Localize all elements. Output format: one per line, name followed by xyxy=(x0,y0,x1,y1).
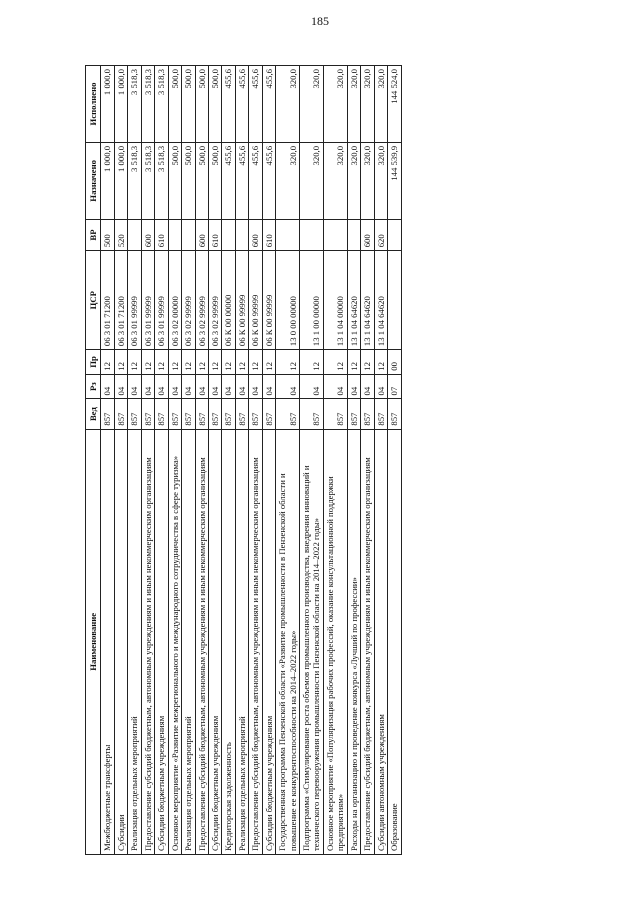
cell-ved: 857 xyxy=(323,399,347,429)
cell-assigned: 1 000,0 xyxy=(114,142,127,219)
cell-executed: 455,6 xyxy=(262,66,275,143)
table-row xyxy=(300,66,324,855)
cell-rz: 04 xyxy=(323,374,347,399)
cell-rz: 04 xyxy=(235,374,248,399)
cell-vr: 620 xyxy=(374,219,387,251)
cell-pr: 12 xyxy=(114,350,127,375)
header-executed: Исполнено xyxy=(86,66,101,143)
cell-name: Реализация отдельных мероприятий xyxy=(182,429,195,854)
cell-pr: 12 xyxy=(155,350,168,375)
cell-vr xyxy=(235,219,248,251)
cell-csr: 06 3 01 71200 xyxy=(114,251,127,350)
table-row xyxy=(323,66,347,855)
cell-pr: 12 xyxy=(262,350,275,375)
cell-name: Основное мероприятие «Популяризация рабочих профессий, оказание консультационной поддержки предприятиям» xyxy=(323,429,347,854)
table-header-row xyxy=(86,66,101,855)
cell-vr xyxy=(347,219,360,251)
table-row xyxy=(235,66,248,855)
cell-csr: 13 1 04 64620 xyxy=(374,251,387,350)
cell-csr: 06 К 00 99999 xyxy=(235,251,248,350)
cell-name: Подпрограмма «Стимулирование роста объемов промышленного производства, внедрения инноваций и технического перевооружения промышленности Пензенской области на 2014–2022 годы» xyxy=(300,429,324,854)
cell-assigned: 320,0 xyxy=(347,142,360,219)
cell-vr xyxy=(168,219,181,251)
cell-executed: 320,0 xyxy=(347,66,360,143)
cell-assigned: 500,0 xyxy=(168,142,181,219)
cell-pr: 12 xyxy=(249,350,262,375)
table-row xyxy=(114,66,127,855)
cell-name: Предоставление субсидий бюджетным, автономным учреждениям и иным некоммерческим организациям xyxy=(361,429,374,854)
cell-assigned: 455,6 xyxy=(262,142,275,219)
header-ved: Вед xyxy=(86,399,101,429)
cell-ved: 857 xyxy=(182,399,195,429)
cell-csr: 06 3 01 99999 xyxy=(141,251,154,350)
cell-assigned: 320,0 xyxy=(300,142,324,219)
cell-ved: 857 xyxy=(195,399,208,429)
cell-executed: 455,6 xyxy=(235,66,248,143)
cell-vr: 600 xyxy=(141,219,154,251)
table-row xyxy=(262,66,275,855)
cell-pr: 00 xyxy=(388,350,401,375)
cell-vr xyxy=(276,219,300,251)
cell-ved: 857 xyxy=(235,399,248,429)
cell-name: Государственная программа Пензенской области «Развитие промышленности в Пензенской области и повышение ее конкурентоспособности на 2014–2022 годы» xyxy=(276,429,300,854)
cell-csr: 06 3 02 99999 xyxy=(182,251,195,350)
cell-csr: 06 К 00 00000 xyxy=(222,251,235,350)
cell-vr: 600 xyxy=(249,219,262,251)
cell-name: Основное мероприятие «Развитие межрегионального и международного сотрудничества в сфере туризма» xyxy=(168,429,181,854)
cell-rz: 07 xyxy=(388,374,401,399)
cell-rz: 04 xyxy=(300,374,324,399)
cell-executed: 320,0 xyxy=(374,66,387,143)
cell-csr: 06 3 01 71200 xyxy=(101,251,114,350)
cell-ved: 857 xyxy=(101,399,114,429)
cell-executed: 320,0 xyxy=(361,66,374,143)
cell-executed: 500,0 xyxy=(208,66,221,143)
cell-vr xyxy=(388,219,401,251)
cell-csr: 06 3 02 00000 xyxy=(168,251,181,350)
cell-csr: 13 1 04 64620 xyxy=(347,251,360,350)
cell-vr: 610 xyxy=(155,219,168,251)
cell-ved: 857 xyxy=(208,399,221,429)
cell-csr: 06 3 01 99999 xyxy=(155,251,168,350)
cell-assigned: 320,0 xyxy=(374,142,387,219)
table-row xyxy=(208,66,221,855)
cell-assigned: 1 000,0 xyxy=(101,142,114,219)
cell-ved: 857 xyxy=(276,399,300,429)
cell-vr: 610 xyxy=(262,219,275,251)
cell-executed: 320,0 xyxy=(276,66,300,143)
header-vr: ВР xyxy=(86,219,101,251)
cell-assigned: 320,0 xyxy=(361,142,374,219)
cell-ved: 857 xyxy=(262,399,275,429)
cell-executed: 500,0 xyxy=(182,66,195,143)
cell-assigned: 3 518,3 xyxy=(141,142,154,219)
cell-name: Субсидии бюджетным учреждениям xyxy=(208,429,221,854)
cell-assigned: 500,0 xyxy=(208,142,221,219)
header-name: Наименование xyxy=(86,429,101,854)
cell-executed: 455,6 xyxy=(222,66,235,143)
cell-vr: 610 xyxy=(208,219,221,251)
cell-ved: 857 xyxy=(128,399,141,429)
cell-pr: 12 xyxy=(208,350,221,375)
cell-assigned: 3 518,3 xyxy=(128,142,141,219)
cell-pr: 12 xyxy=(361,350,374,375)
budget-table xyxy=(85,65,402,855)
table-body xyxy=(101,66,401,855)
cell-ved: 857 xyxy=(155,399,168,429)
cell-name: Кредиторская задолженность xyxy=(222,429,235,854)
cell-rz: 04 xyxy=(276,374,300,399)
table-row xyxy=(168,66,181,855)
table-row xyxy=(361,66,374,855)
cell-executed: 3 518,3 xyxy=(128,66,141,143)
cell-assigned: 500,0 xyxy=(182,142,195,219)
table-row xyxy=(195,66,208,855)
cell-csr: 06 К 00 99999 xyxy=(249,251,262,350)
cell-csr: 06 3 01 99999 xyxy=(128,251,141,350)
cell-rz: 04 xyxy=(155,374,168,399)
table-row xyxy=(155,66,168,855)
cell-csr xyxy=(388,251,401,350)
table-row xyxy=(388,66,401,855)
cell-pr: 12 xyxy=(101,350,114,375)
cell-rz: 04 xyxy=(262,374,275,399)
table-row xyxy=(101,66,114,855)
cell-rz: 04 xyxy=(374,374,387,399)
table-row xyxy=(249,66,262,855)
cell-assigned: 144 539,9 xyxy=(388,142,401,219)
header-pr: Пр xyxy=(86,350,101,375)
cell-rz: 04 xyxy=(141,374,154,399)
cell-pr: 12 xyxy=(300,350,324,375)
cell-name: Образование xyxy=(388,429,401,854)
cell-name: Межбюджетные трансферты xyxy=(101,429,114,854)
cell-name: Предоставление субсидий бюджетным, автономным учреждениям и иным некоммерческим организациям xyxy=(249,429,262,854)
cell-vr: 600 xyxy=(361,219,374,251)
cell-ved: 857 xyxy=(141,399,154,429)
cell-rz: 04 xyxy=(182,374,195,399)
cell-executed: 3 518,3 xyxy=(141,66,154,143)
cell-ved: 857 xyxy=(388,399,401,429)
cell-pr: 12 xyxy=(374,350,387,375)
header-assigned: Назначено xyxy=(86,142,101,219)
cell-rz: 04 xyxy=(168,374,181,399)
cell-name: Предоставление субсидий бюджетным, автономным учреждениям и иным некоммерческим организациям xyxy=(141,429,154,854)
table-row xyxy=(141,66,154,855)
cell-pr: 12 xyxy=(182,350,195,375)
cell-assigned: 455,6 xyxy=(235,142,248,219)
cell-vr xyxy=(323,219,347,251)
cell-pr: 12 xyxy=(323,350,347,375)
cell-assigned: 3 518,3 xyxy=(155,142,168,219)
cell-rz: 04 xyxy=(128,374,141,399)
cell-csr: 06 3 02 99999 xyxy=(208,251,221,350)
table-row xyxy=(128,66,141,855)
cell-name: Предоставление субсидий бюджетным, автономным учреждениям и иным некоммерческим организациям xyxy=(195,429,208,854)
cell-pr: 12 xyxy=(141,350,154,375)
cell-rz: 04 xyxy=(222,374,235,399)
page-number: 185 xyxy=(311,14,329,28)
cell-rz: 04 xyxy=(101,374,114,399)
cell-ved: 857 xyxy=(249,399,262,429)
cell-ved: 857 xyxy=(222,399,235,429)
cell-name: Субсидии xyxy=(114,429,127,854)
table-row xyxy=(347,66,360,855)
cell-assigned: 320,0 xyxy=(323,142,347,219)
cell-csr: 06 К 00 99999 xyxy=(262,251,275,350)
cell-ved: 857 xyxy=(361,399,374,429)
cell-rz: 04 xyxy=(114,374,127,399)
cell-executed: 455,6 xyxy=(249,66,262,143)
cell-pr: 12 xyxy=(235,350,248,375)
cell-assigned: 500,0 xyxy=(195,142,208,219)
cell-ved: 857 xyxy=(168,399,181,429)
cell-executed: 1 000,0 xyxy=(114,66,127,143)
cell-pr: 12 xyxy=(222,350,235,375)
cell-executed: 3 518,3 xyxy=(155,66,168,143)
header-csr: ЦСР xyxy=(86,251,101,350)
cell-executed: 320,0 xyxy=(300,66,324,143)
cell-executed: 500,0 xyxy=(168,66,181,143)
cell-pr: 12 xyxy=(195,350,208,375)
cell-executed: 144 524,0 xyxy=(388,66,401,143)
cell-rz: 04 xyxy=(347,374,360,399)
cell-assigned: 320,0 xyxy=(276,142,300,219)
cell-vr xyxy=(222,219,235,251)
cell-ved: 857 xyxy=(347,399,360,429)
cell-ved: 857 xyxy=(114,399,127,429)
cell-csr: 13 1 04 00000 xyxy=(323,251,347,350)
cell-rz: 04 xyxy=(195,374,208,399)
cell-csr: 13 0 00 00000 xyxy=(276,251,300,350)
cell-vr xyxy=(300,219,324,251)
table-row xyxy=(222,66,235,855)
cell-vr: 600 xyxy=(195,219,208,251)
table-row xyxy=(276,66,300,855)
cell-pr: 12 xyxy=(276,350,300,375)
table-row xyxy=(182,66,195,855)
cell-pr: 12 xyxy=(168,350,181,375)
cell-rz: 04 xyxy=(208,374,221,399)
cell-name: Реализация отдельных мероприятий xyxy=(128,429,141,854)
cell-vr xyxy=(128,219,141,251)
table-row xyxy=(374,66,387,855)
cell-ved: 857 xyxy=(300,399,324,429)
cell-executed: 500,0 xyxy=(195,66,208,143)
cell-name: Субсидии бюджетным учреждениям xyxy=(262,429,275,854)
cell-vr: 520 xyxy=(114,219,127,251)
cell-assigned: 455,6 xyxy=(222,142,235,219)
cell-pr: 12 xyxy=(128,350,141,375)
cell-name: Субсидии бюджетным учреждениям xyxy=(155,429,168,854)
cell-rz: 04 xyxy=(249,374,262,399)
cell-vr xyxy=(182,219,195,251)
cell-csr: 06 3 02 99999 xyxy=(195,251,208,350)
cell-pr: 12 xyxy=(347,350,360,375)
cell-rz: 04 xyxy=(361,374,374,399)
cell-executed: 1 000,0 xyxy=(101,66,114,143)
cell-name: Расходы на организацию и проведение конкурса «Лучший по профессии» xyxy=(347,429,360,854)
cell-ved: 857 xyxy=(374,399,387,429)
header-rz: Рз xyxy=(86,374,101,399)
cell-name: Субсидии автономным учреждениям xyxy=(374,429,387,854)
cell-vr: 500 xyxy=(101,219,114,251)
cell-csr: 13 1 04 64620 xyxy=(361,251,374,350)
cell-name: Реализация отдельных мероприятий xyxy=(235,429,248,854)
rotated-table-container xyxy=(85,65,555,855)
cell-csr: 13 1 00 00000 xyxy=(300,251,324,350)
cell-assigned: 455,6 xyxy=(249,142,262,219)
cell-executed: 320,0 xyxy=(323,66,347,143)
